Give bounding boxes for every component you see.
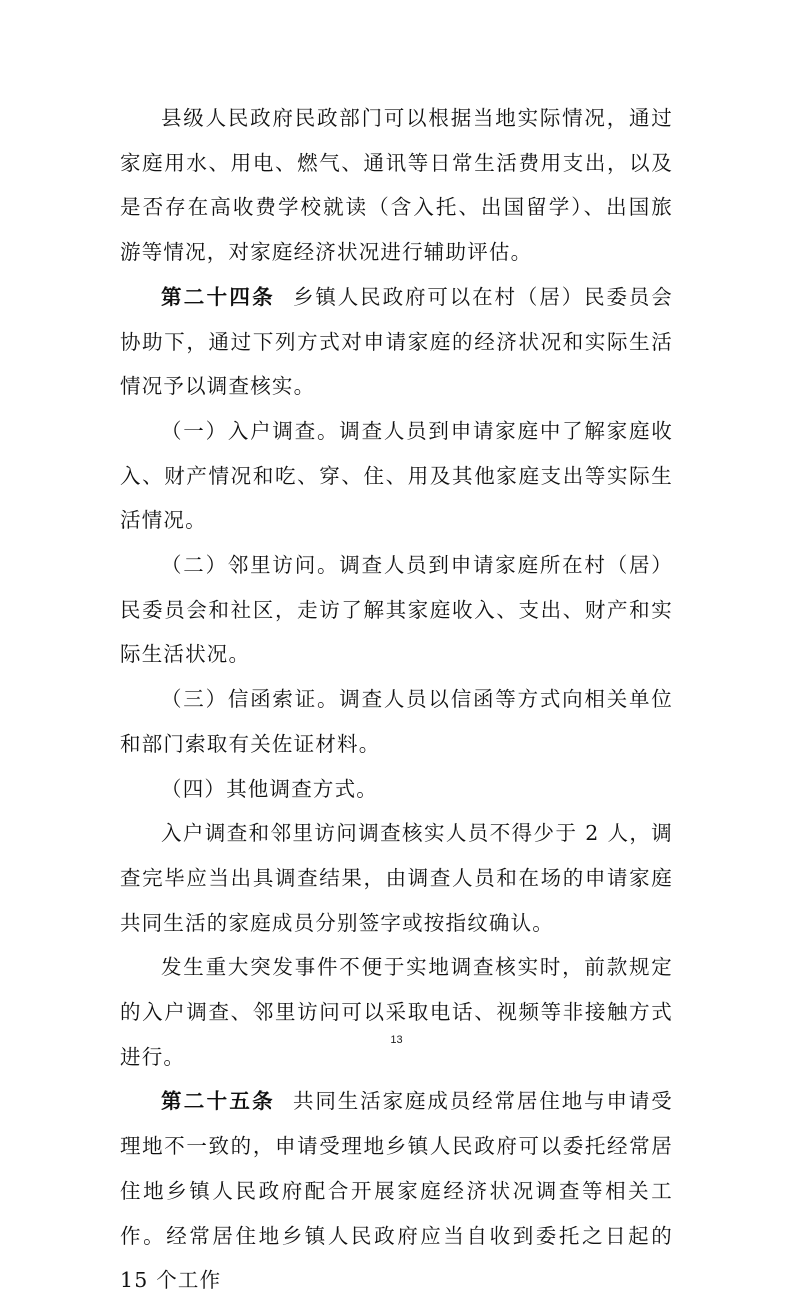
paragraph-item-4 (120, 767, 673, 812)
paragraph-survey-staff (120, 811, 673, 945)
paragraph-article-25 (120, 1079, 673, 1303)
paragraph-item-1 (120, 409, 673, 543)
paragraph-text: （二）邻里访问。调查人员到申请家庭所在村（居）民委员会和社区，走访了解其家庭收入、支出、财产和实际生活状况。 (120, 553, 673, 667)
paragraph-text: 发生重大突发事件不便于实地调查核实时，前款规定的入户调查、邻里访问可以采取电话、视频等非接触方式进行。 (120, 955, 673, 1069)
paragraph-text: 乡镇人民政府可以在村（居）民委员会协助下，通过下列方式对申请家庭的经济状况和实际生活情况予以调查核实。 (120, 284, 674, 399)
paragraph-item-3 (120, 677, 673, 766)
page-number: 13 (390, 1034, 403, 1046)
paragraph-emergency (120, 945, 673, 1079)
paragraph-item-2 (120, 543, 673, 677)
paragraph-article-24 (120, 275, 673, 409)
paragraph-text: （四）其他调查方式。 (161, 776, 378, 801)
paragraph-1 (120, 96, 673, 275)
article-number: 第二十五条 (161, 1089, 275, 1114)
paragraph-text: 县级人民政府民政部门可以根据当地实际情况，通过家庭用水、用电、燃气、通讯等日常生活费用支出，以及是否存在高收费学校就读（含入托、出国留学）、出国旅游等情况，对家庭经济状况进行辅助评估。 (120, 106, 673, 265)
paragraph-text: 入户调查和邻里访问调查核实人员不得少于 2 人，调查完毕应当出具调查结果，由调查人员和在场的申请家庭共同生活的家庭成员分别签字或按指纹确认。 (120, 821, 673, 935)
paragraph-text: （一）入户调查。调查人员到申请家庭中了解家庭收入、财产情况和吃、穿、住、用及其他家庭支出等实际生活情况。 (120, 418, 673, 533)
article-number: 第二十四条 (161, 284, 275, 309)
paragraph-text: （三）信函索证。调查人员以信函等方式向相关单位和部门索取有关佐证材料。 (120, 687, 673, 756)
paragraph-text: 共同生活家庭成员经常居住地与申请受理地不一致的，申请受理地乡镇人民政府可以委托经常居住地乡镇人民政府配合开展家庭经济状况调查等相关工作。经常居住地乡镇人民政府应当自收到委托之日起的 15 个工作 (120, 1089, 674, 1293)
